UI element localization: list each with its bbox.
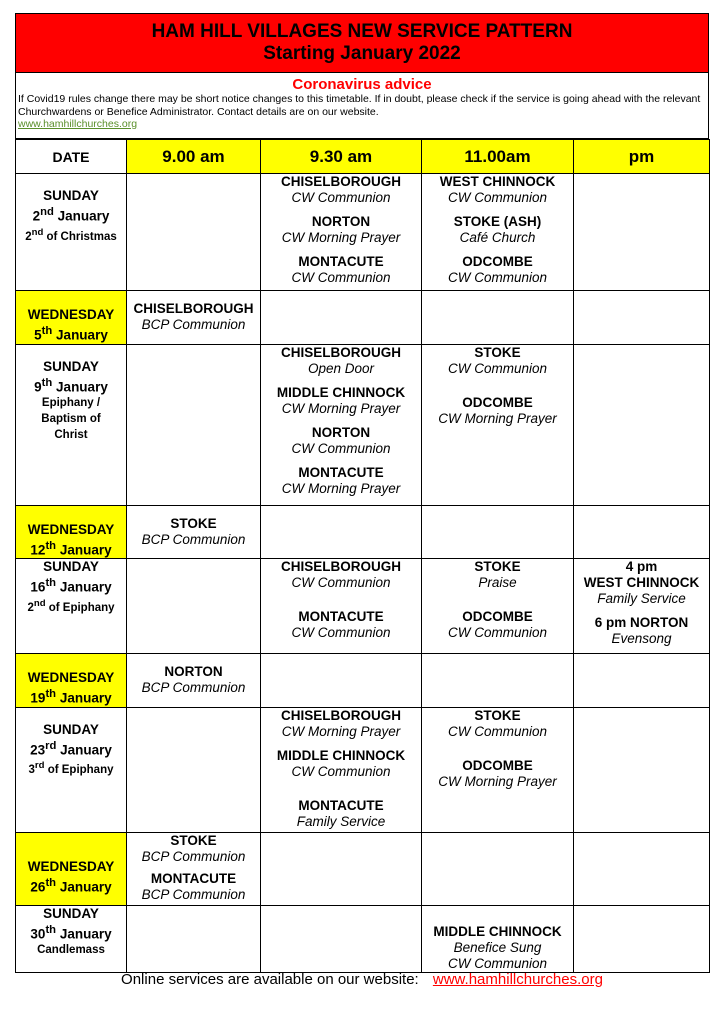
slot-1100: [422, 559, 574, 654]
slot-pm: [574, 344, 710, 505]
slot-pm: [574, 559, 710, 654]
church-name: 6 pm NORTON: [594, 615, 689, 630]
slot-pm: [574, 832, 710, 905]
date-line: 2nd January: [32, 206, 110, 224]
col-900: 9.00 am: [127, 140, 261, 174]
date-cell: WEDNESDAY 12th January: [16, 505, 127, 559]
footer-website-link[interactable]: www.hamhillchurches.org: [432, 971, 603, 988]
church-name: CHISELBOROUGH: [280, 174, 401, 189]
church-name: CHISELBOROUGH: [133, 301, 254, 316]
slot-930: [261, 559, 422, 654]
church-name: STOKE: [474, 559, 521, 574]
service-type: CW Communion: [291, 440, 391, 456]
date-cell: SUNDAY 2nd January 2nd of Christmas: [16, 174, 127, 291]
slot-1100: [422, 344, 574, 505]
date-cell: WEDNESDAY 19th January: [16, 654, 127, 708]
service-type: CW Communion: [447, 625, 548, 640]
footer-text: Online services are available on our website:: [121, 971, 419, 988]
table-row: [16, 654, 710, 708]
service-type: Open Door: [307, 360, 375, 376]
church-name: MONTACUTE: [298, 254, 384, 269]
service-type: CW Communion: [291, 625, 391, 640]
slot-pm: [574, 654, 710, 708]
church-name: MONTACUTE: [298, 609, 384, 624]
slot-900: [127, 832, 261, 905]
service-type: BCP Communion: [141, 317, 246, 332]
service-table: [15, 139, 710, 973]
slot-930: [261, 905, 422, 972]
church-name: ODCOMBE: [462, 394, 533, 410]
service-type: CW Morning Prayer: [281, 480, 401, 496]
slot-900: [127, 707, 261, 832]
service-type: Family Service: [296, 813, 386, 829]
table-row: [16, 832, 710, 905]
table-row: [16, 559, 710, 654]
service-type: BCP Communion: [141, 680, 246, 695]
church-name: NORTON: [164, 664, 223, 679]
advice-text: If Covid19 rules change there may be short notice changes to this timetable. If in doubt, please check if the service is going ahead with the relevant Churchwardens or Benefice Administrator. Contact details are on our website.: [18, 93, 701, 118]
slot-900: [127, 654, 261, 708]
date-cell: WEDNESDAY 26th January: [16, 832, 127, 905]
service-type: Praise: [478, 575, 517, 590]
church-name: STOKE (ASH): [453, 214, 542, 229]
slot-1100: [422, 832, 574, 905]
col-date: DATE: [16, 140, 127, 174]
slot-900: [127, 291, 261, 345]
service-time: 4 pm: [625, 559, 658, 574]
church-name: MIDDLE CHINNOCK: [276, 384, 406, 400]
church-name: ODCOMBE: [462, 254, 533, 269]
date-cell: SUNDAY 30th January Candlemass: [16, 905, 127, 972]
service-type: CW Morning Prayer: [281, 230, 401, 245]
advice-box: [15, 73, 709, 139]
slot-900: [127, 344, 261, 505]
date-cell: SUNDAY 23rd January 3rd of Epiphany: [16, 707, 127, 832]
advice-website-link[interactable]: www.hamhillchurches.org: [18, 118, 138, 130]
slot-900: [127, 905, 261, 972]
slot-pm: [574, 505, 710, 559]
service-type: Café Church: [459, 230, 536, 245]
title-banner: [15, 13, 709, 73]
table-row: [16, 291, 710, 345]
col-pm: pm: [574, 140, 710, 174]
page-subtitle: Starting January 2022: [263, 43, 461, 64]
slot-930: [261, 832, 422, 905]
service-type: BCP Communion: [141, 848, 246, 864]
church-name: MONTACUTE: [150, 870, 237, 886]
table-row: [16, 905, 710, 972]
church-name: CHISELBOROUGH: [280, 344, 401, 360]
service-type: CW Communion: [447, 360, 548, 376]
service-type: BCP Communion: [141, 531, 246, 547]
church-name: NORTON: [311, 214, 371, 229]
slot-1100: [422, 905, 574, 972]
slot-pm: [574, 174, 710, 291]
church-name: STOKE: [474, 707, 521, 723]
table-row: [16, 505, 710, 559]
church-name: WEST CHINNOCK: [583, 575, 700, 590]
header-row: [16, 140, 710, 174]
slot-1100: [422, 174, 574, 291]
slot-1100: [422, 505, 574, 559]
slot-930: [261, 707, 422, 832]
service-type: CW Communion: [447, 190, 548, 205]
service-type: CW Communion: [291, 763, 391, 779]
col-1100: 11.00am: [422, 140, 574, 174]
footer: [0, 971, 724, 988]
service-type: CW Communion: [291, 270, 391, 285]
slot-pm: [574, 905, 710, 972]
slot-1100: [422, 707, 574, 832]
table-row: [16, 344, 710, 505]
slot-930: [261, 344, 422, 505]
slot-1100: [422, 654, 574, 708]
church-name: CHISELBOROUGH: [280, 707, 401, 723]
service-type: CW Morning Prayer: [281, 723, 401, 739]
church-name: STOKE: [170, 515, 217, 531]
date-cell: SUNDAY 16th January 2nd of Epiphany: [16, 559, 127, 654]
service-type: Family Service: [597, 591, 686, 606]
church-name: STOKE: [474, 344, 521, 360]
slot-900: [127, 559, 261, 654]
col-930: 9.30 am: [261, 140, 422, 174]
service-type: CW Communion: [447, 955, 548, 971]
service-type: CW Morning Prayer: [438, 773, 557, 789]
church-name: MIDDLE CHINNOCK: [433, 923, 562, 939]
slot-930: [261, 505, 422, 559]
slot-930: [261, 291, 422, 345]
slot-900: [127, 174, 261, 291]
church-name: STOKE: [170, 832, 217, 848]
slot-pm: [574, 707, 710, 832]
service-type: CW Morning Prayer: [281, 400, 401, 416]
church-name: NORTON: [311, 424, 371, 440]
slot-900: [127, 505, 261, 559]
service-type: Evensong: [611, 631, 672, 646]
page-title: HAM HILL VILLAGES NEW SERVICE PATTERN: [151, 21, 573, 42]
service-type: BCP Communion: [141, 886, 246, 902]
date-cell: SUNDAY 9th January Epiphany / Baptism of Christ: [16, 344, 127, 505]
table-row: [16, 707, 710, 832]
date-cell: WEDNESDAY 5th January: [16, 291, 127, 345]
table-row: [16, 174, 710, 291]
slot-pm: [574, 291, 710, 345]
timetable-sheet: [15, 13, 709, 973]
church-name: MONTACUTE: [298, 464, 384, 480]
slot-930: [261, 174, 422, 291]
service-type: Benefice Sung: [453, 939, 542, 955]
service-type: CW Communion: [447, 723, 548, 739]
church-name: MONTACUTE: [298, 797, 384, 813]
service-type: CW Communion: [447, 270, 548, 285]
service-type: CW Morning Prayer: [438, 410, 557, 426]
service-type: CW Communion: [291, 190, 391, 205]
church-name: CHISELBOROUGH: [280, 559, 401, 574]
service-type: CW Communion: [291, 575, 391, 590]
church-name: ODCOMBE: [462, 757, 533, 773]
church-name: ODCOMBE: [462, 609, 533, 624]
advice-title: Coronavirus advice: [292, 76, 432, 93]
slot-1100: [422, 291, 574, 345]
slot-930: [261, 654, 422, 708]
church-name: WEST CHINNOCK: [439, 174, 556, 189]
church-name: MIDDLE CHINNOCK: [276, 747, 406, 763]
